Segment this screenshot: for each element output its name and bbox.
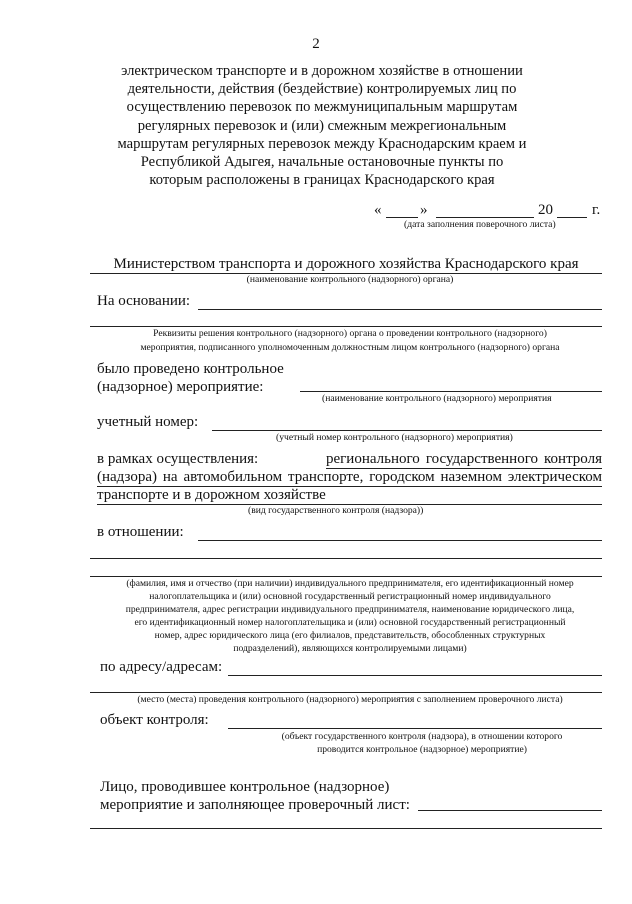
date-year-field[interactable] xyxy=(557,217,587,218)
account-field[interactable] xyxy=(212,430,602,431)
control-word: автомобильном xyxy=(183,469,283,485)
caption-line: подразделений), являющихся контролируемыми лицами) xyxy=(233,643,467,654)
relation-field[interactable] xyxy=(198,540,602,541)
control-label: в рамках осуществления: xyxy=(97,451,259,467)
title-line: осуществлению перевозок по межмуниципальным маршрутам xyxy=(126,99,518,116)
page-number: 2 xyxy=(312,36,320,52)
basis-caption xyxy=(0,327,632,355)
account-label: учетный номер: xyxy=(97,414,199,430)
address-caption: (место (места) проведения контрольного (надзорного) мероприятия с заполнением проверочного листа) xyxy=(137,694,563,705)
caption-line: налогоплательщика и (или) основной государственный регистрационный номер индивидуального xyxy=(149,591,551,602)
basis-field[interactable] xyxy=(198,309,602,310)
caption-line: Реквизиты решения контрольного (надзорного) органа о проведении контрольного (надзорного) xyxy=(153,328,547,339)
label-line: (надзорное) мероприятие: xyxy=(97,379,264,395)
date-year-suffix: г. xyxy=(592,202,601,218)
person-field[interactable] xyxy=(418,810,602,811)
control-line1 xyxy=(326,451,602,469)
ministry-name: Министерством транспорта и дорожного хозяйства Краснодарского края xyxy=(113,256,579,272)
date-month-field[interactable] xyxy=(436,217,534,218)
event-caption: (наименование контрольного (надзорного) мероприятия xyxy=(322,393,552,404)
control-word: на xyxy=(162,469,178,485)
object-caption xyxy=(252,730,592,756)
relation-field-line2[interactable] xyxy=(90,558,602,559)
date-close-quote: » xyxy=(420,202,428,218)
control-word: городском xyxy=(369,469,435,485)
address-label: по адресу/адресам: xyxy=(100,659,223,675)
caption-line: (фамилия, имя и отчество (при наличии) индивидуального предпринимателя, его идентификационный номер xyxy=(126,578,574,589)
control-word: регионального xyxy=(326,451,420,467)
object-label: объект контроля: xyxy=(100,712,209,728)
address-field[interactable] xyxy=(228,675,602,676)
caption-line: номер, адрес юридического лица (его филиалов, представительств, обособленных структурных xyxy=(154,630,546,641)
caption-line: проводится контрольное (надзорное) мероприятие) xyxy=(317,744,527,755)
ministry-caption: (наименование контрольного (надзорного) органа) xyxy=(246,274,454,285)
caption-line: предпринимателя, адрес регистрации индивидуального предпринимателя, наименование юридического лица, xyxy=(125,604,575,615)
control-line3: транспорте и в дорожном хозяйстве xyxy=(97,487,326,503)
date-open-quote: « xyxy=(374,202,382,218)
account-caption: (учетный номер контрольного (надзорного) мероприятия) xyxy=(276,432,513,443)
caption-line: мероприятия, подписанного уполномоченным должностным лицом контрольного (надзорного) органа xyxy=(140,342,560,353)
document-title xyxy=(100,62,544,189)
caption-line: (объект государственного контроля (надзора), в отношении которого xyxy=(281,731,563,742)
label-line: мероприятие и заполняющее проверочный лист: xyxy=(100,797,410,813)
caption-line: его идентификационный номер налогоплательщика и (или) основной государственный регистрационный xyxy=(134,617,566,628)
title-line: Республикой Адыгея, начальные остановочные пункты по xyxy=(140,154,504,171)
date-day-field[interactable] xyxy=(386,217,418,218)
date-year-prefix: 20 xyxy=(538,202,553,218)
relation-caption xyxy=(0,577,632,655)
title-line: регулярных перевозок и (или) смежным межрегиональным xyxy=(137,117,507,134)
person-label xyxy=(100,778,410,814)
title-line: деятельности, действия (бездействие) контролируемых лиц по xyxy=(127,81,517,98)
relation-label: в отношении: xyxy=(97,524,184,540)
person-field-line2[interactable] xyxy=(90,828,602,829)
control-word: государственного xyxy=(425,451,538,467)
control-line2 xyxy=(97,469,602,487)
title-line: которым расположены в границах Краснодарского края xyxy=(149,172,495,189)
control-caption: (вид государственного контроля (надзора)) xyxy=(248,505,424,516)
label-line: было проведено контрольное xyxy=(97,361,284,377)
event-label xyxy=(97,360,284,396)
event-field[interactable] xyxy=(300,391,602,392)
basis-label: На основании: xyxy=(97,293,191,309)
label-line: Лицо, проводившее контрольное (надзорное) xyxy=(100,779,390,795)
control-word: (надзора) xyxy=(97,469,157,485)
title-line: электрическом транспорте и в дорожном хозяйстве в отношении xyxy=(121,63,523,79)
control-word: контроля xyxy=(544,451,602,467)
object-field[interactable] xyxy=(228,728,602,729)
date-caption: (дата заполнения поверочного листа) xyxy=(404,219,556,230)
title-line: маршрутам регулярных перевозок между Краснодарским краем и xyxy=(117,135,527,152)
control-word: транспорте, xyxy=(287,469,364,485)
control-word: электрическом xyxy=(507,469,602,485)
address-field-line2[interactable] xyxy=(90,692,602,693)
control-word: наземном xyxy=(440,469,502,485)
